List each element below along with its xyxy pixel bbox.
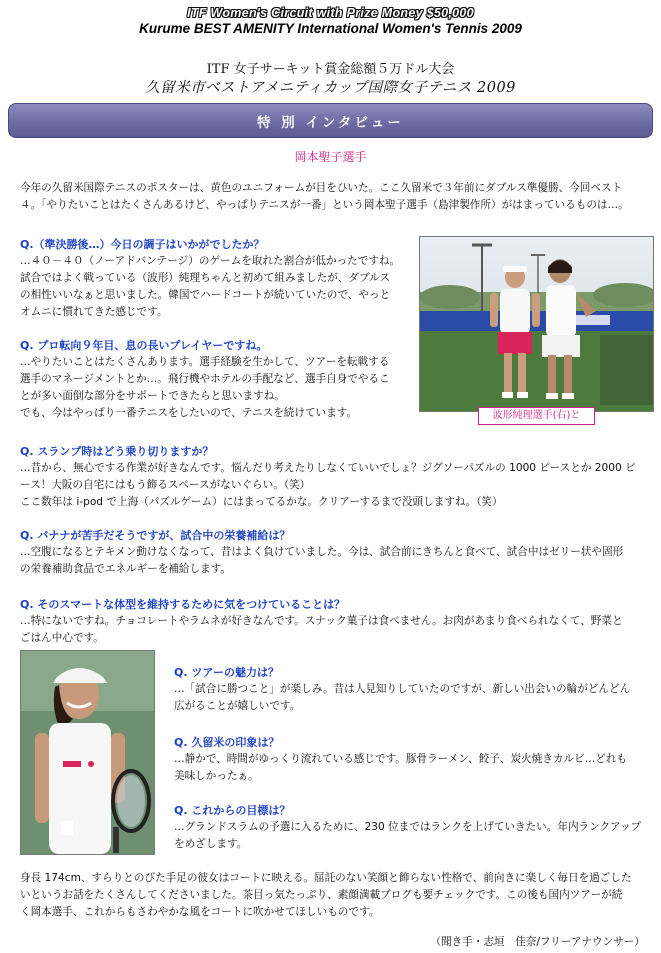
answer-8-line: をめざします。 — [174, 838, 248, 850]
qa-block-1 — [20, 236, 415, 321]
question-7: Q. 久留米の印象は？ — [174, 736, 280, 749]
header-jp-title-2: 久留米市ベストアメニティカップ国際女子テニス 2009 — [145, 80, 516, 96]
answer-1-line: …４０－４０（ノーアドバンテージ）のゲームを取れた割合が低かったですね。 — [20, 255, 401, 267]
question-4: Q. バナナが苦手だそうですが、試合中の栄養補給は？ — [20, 529, 291, 542]
qa-block-5 — [20, 596, 650, 647]
qa-block-6 — [174, 664, 654, 715]
answer-8-line: …グランドスラムの予選に入るために、230 位まではランクを上げていきたい。年内ランクアップ — [174, 821, 642, 833]
answer-1-line: の相性いいなぁと思いました。韓国でハードコートが続いていたので、やっと — [20, 289, 391, 301]
answer-3-line: ース！大阪の自宅にはもう飾るスペースがないぐらい。（笑） — [20, 479, 311, 491]
answer-4-line: …空腹になるとテキメン動けなくなって、昔はよく負けていました。今は、試合前にきちんと食べて、試合中はゼリー状や固形 — [20, 546, 624, 558]
answer-2-line: とが多い面倒な部分をサポートできたらと思いますね。 — [20, 390, 285, 402]
answer-3-line: ここ数年は i-pod で上海（パズルゲーム）にはまってるかな。クリアーするまで没頭しますね。（笑） — [20, 496, 503, 508]
answer-5-line: …特にないですね。チョコレートやラムネが好きなんです。スナック菓子は食べません。お肉があまり食べられなくて、野菜と — [20, 615, 623, 627]
intro-line: 今年の久留米国際テニスのポスターは、黄色のユニフォームが目をひいた。ここ久留米で３年前にダブルス準優勝、今回ベスト — [20, 182, 623, 194]
player-name: 岡本聖子選手 — [294, 150, 367, 164]
player-portrait-photo — [20, 650, 155, 855]
closing-line: いというお話をたくさんしてくださいました。茶目っ気たっぷり、素顔満載ブログも要チェックです。この後も国内ツアーが続 — [20, 889, 623, 901]
qa-block-7 — [174, 734, 654, 785]
closing-line: く岡本選手、これからもさわやかな風をコートに吹かせてほしいものです。 — [20, 906, 380, 918]
header-jp-title-1: ITF 女子サーキット賞金総額５万ドル大会 — [206, 62, 455, 77]
answer-7-line: 美味しかったぁ。 — [174, 770, 259, 782]
answer-1-line: 試合ではよく戦っている（波形）純理ちゃんと初めて組みましたが、ダブルス — [20, 272, 391, 284]
question-5: Q. そのスマートな体型を維持するために気をつけていることは？ — [20, 598, 346, 611]
question-3: Q. スランプ時はどう乗り切りますか？ — [20, 445, 214, 458]
qa-block-8 — [174, 802, 654, 853]
answer-6-line: 広がることが嬉しいです。 — [174, 700, 301, 712]
two-players-photo — [419, 236, 654, 412]
qa-block-2 — [20, 337, 415, 422]
answer-2-line: でも、今はやっぱり一番テニスをしたいので、テニスを続けています。 — [20, 407, 358, 419]
question-2: Q. プロ転向９年目、息の長いプレイヤーですね。 — [20, 339, 268, 352]
banner-title: 特 別 インタビュー — [257, 114, 404, 131]
header-en-title-1: ITF Women's Circuit with Prize Money $50,000 — [187, 6, 474, 20]
answer-6-line: …「試合に勝つこと」が楽しみ。昔は人見知りしていたのですが、新しい出会いの輪がどんどん — [174, 683, 631, 695]
intro-line: ４。「やりたいことはたくさんあるけど、やっぱりテニスが一番」という岡本聖子選手（島津製作所）がはまっているものは…。 — [20, 199, 629, 211]
question-6: Q. ツアーの魅力は？ — [174, 666, 280, 679]
answer-4-line: の栄養補助食品でエネルギーを補給します。 — [20, 563, 232, 575]
question-8: Q. これからの目標は？ — [174, 804, 291, 817]
answer-2-line: …やりたいことはたくさんあります。選手経験を生かして、ツアーを転戦する — [20, 356, 390, 368]
answer-2-line: 選手のマネージメントとか…。飛行機やホテルの手配など、選手自身でやるこ — [20, 373, 390, 385]
qa-block-3 — [20, 443, 650, 511]
header-en-title-2: Kurume BEST AMENITY International Women's Tennis 2009 — [139, 21, 522, 36]
closing-line: 身長 174cm、すらりとのびた手足の彼女はコートに映える。屈託のない笑顔と飾らない性格で、前向きに楽しく毎日を過ごした — [20, 872, 632, 884]
interview-banner — [8, 103, 653, 138]
qa-block-4 — [20, 527, 650, 578]
answer-7-line: …静かで、時間がゆっくり流れている感じです。豚骨ラーメン、餃子、炭火焼きカルビ…どれも — [174, 753, 627, 765]
intro-paragraph — [20, 180, 645, 214]
answer-1-line: オムニに慣れてきた感じです。 — [20, 306, 168, 318]
closing-paragraph — [20, 870, 650, 921]
answer-3-line: …昔から、無心でする作業が好きなんです。悩んだり考えたりしなくていいでしょ？ジグソーパズルの 1000 ピースとか 2000 ピ — [20, 462, 636, 474]
question-1: Q.（準決勝後…）今日の調子はいかがでしたか？ — [20, 238, 265, 251]
photo-caption: 波形純理選手(右)と — [478, 407, 595, 425]
interviewer-credit: （聞き手・志垣 佳奈/フリーアナウンサー） — [430, 936, 645, 948]
answer-5-line: ごはん中心です。 — [20, 632, 104, 644]
